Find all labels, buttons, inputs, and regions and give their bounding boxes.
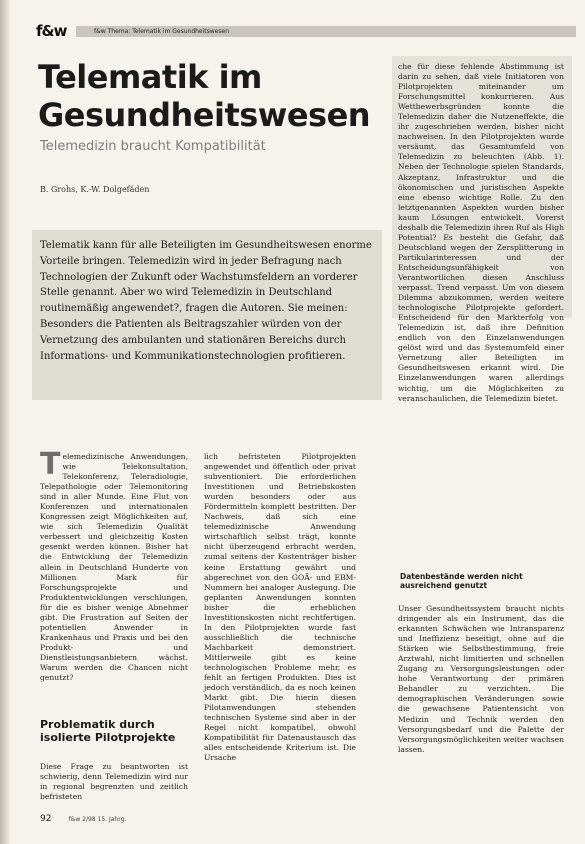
journal-title: f&w Thema: Telematik im Gesundheitswesen xyxy=(94,28,229,35)
body-column-left-b xyxy=(40,762,188,802)
body-text-left-b: Diese Frage zu beantworten ist schwierig, denn Telemedizin wird nur in regional begrenzten und zeitlich befristeten xyxy=(40,762,188,802)
journal-logo: f&w xyxy=(36,22,67,40)
body-text-right: che für diese fehlende Abstimmung ist darin zu sehen, daß viele Initiatoren von Pilotprojekten miteinander um Forschungsmittel konkurrieren. Aus Wettbewerbsgründen konnte die Telemedizin daher die Nutzeneffekte, die ihr zugeschrieben werden, bisher nicht nachweisen. In den Pilotprojekten wurde versäumt, das Gesamtumfeld von Telemedizin zu beleuchten (Abb. 1). Neben der Technologie spielen Standards, Akzeptanz, Infrastruktur und die ökonomischen und juristischen Aspekte eine ebenso wichtige Rolle. Zu den letztgenannten Aspekten wurden bisher kaum Lösungen entwickelt. Vorerst deshalb die Telemedizin ihren Ruf als High Potential? Es besteht die Gefahr, daß Deutschland wegen der Zersplitterung in Partikularinteressen und der Entscheidungsunfähigkeit von Verantwortlichen diesen Anschluss verpasst. Trend verpasst. Um von diesem Dilemma abzukommen, werden weitere technologische Pilotprojekte gefordert. Entscheidend für den Markterfolg von Telemedizin ist, daß ihre Definition endlich von den Einzelanwendungen gelöst wird und das Systemumfeld einer Vernetzung aller Beteiligten im Gesundheitswesen erkannt wird. Die Einzelanwendungen waren allerdings wichtig, um die Möglichkeiten zu veranschaulichen, die Telemedizin bietet. xyxy=(398,62,564,403)
body-column-middle xyxy=(204,452,356,763)
article-title: Telematik im Gesundheitswesen xyxy=(38,58,371,134)
drop-cap: T xyxy=(40,447,61,482)
body-column-right xyxy=(398,62,564,404)
subheading-datenbestaende: Datenbestände werden nicht ausreichend genutzt xyxy=(400,572,523,590)
page-number: 92 xyxy=(40,814,52,824)
lead-text: Telematik kann für alle Beteiligten im Gesundheitswesen enorme Vorteile bringen. Telemedizin wird in jeder Befragung nach Technologien der Zukunft oder Wachstumsfeldern an vorderer Stelle genannt. Aber wo wird Telemedizin in Deutschland routinemäßig angewendet?, fragen die Autoren. Sie meinen: Besonders die Patienten als Beitragszahler würden von der Vernetzung des ambulanten und stationären Bereichs durch Informations- und Kommunikationstechnologien profitieren. xyxy=(40,240,372,362)
body-text-left: elemedizinische Anwendungen, wie Telekonsultation, Telekonferenz, Teleradiologie, Telepathologie oder Telemonitoring sind in aller Munde. Eine Flut von Konferenzen und internationalen Kongressen zeigt Möglichkeiten auf, wie sich Telemedizin Qualität verbessert und gleichzeitig Kosten gesenkt werden können. Bisher hat die Entwicklung der Telemedizin allein in Deutschland Hunderte von Millionen Mark für Forschungsprojekte und Produktentwicklungen verschlungen, für die es bisher wenige Abnehmer gibt. Die Frustration auf Seiten der potentiellen Anwender in Krankenhaus und Praxis und bei den Produkt- und Dienstleistungsanbietern wächst. Warum werden die Chancen nicht genutzt? xyxy=(40,452,188,683)
body-text-right-b: Unser Gesundheitssystem braucht nichts dringender als ein Instrument, das die erkannten Schwächen wie Intransparenz und Ineffizienz beseitigt, ohne auf die Stärken wie Selbstbestimmung, freie Arztwahl, nicht limitierten und schnellen Zugang zu Versorgungsleistungen oder hohe Verantwortung der primären Behandler zu verzichten. Die demographischen Veränderungen sowie die gewachsene Patientensicht von Medizin und Technik werden den Versorgungsbedarf und die Palette der Versorgungsmöglichkeiten weiter wachsen lassen. xyxy=(398,604,564,754)
body-column-right-b xyxy=(398,604,564,755)
article-subtitle: Telemedizin braucht Kompatibilität xyxy=(40,139,266,154)
body-column-left xyxy=(40,447,188,683)
body-text-middle: lich befristeten Pilotprojekten angewendet und öffentlich oder privat subventioniert. Die erforderlichen Investitionen und Betriebskosten wurden besonders oder aus Fördermitteln komplett bestritten. Der Nachweis, daß sich eine telemedizinische Anwendung wirtschaftlich selbst trägt, konnte nicht überzeugend erbracht werden, zumal seitens der Kostenträger bisher keine Erstattung gewährt und abgerechnet von den GOÄ- und EBM-Nummern bei analoger Auslegung. Die geplanten Anwendungen konnten bisher die erheblichen Investitionskosten nicht rechtfertigen. In den Pilotprojekten wurde fast ausschließlich die technische Machbarkeit demonstriert. Mittlerweile gibt es keine technologischen Probleme mehr, es fehlt an fertigen Produkten. Dies ist jedoch verständlich, da es noch keinen Markt gibt. Die hierin diesen Pilotanwendungen stehenden technischen Systeme sind aber in der Regel nicht kompatibel, obwohl Kompatibilität für Datenaustausch das alles entscheidende Kriterium ist. Die Ursache xyxy=(204,452,356,763)
issue-info: f&w 2/98 15. Jahrg. xyxy=(68,816,127,823)
article-authors: B. Grohs, K.-W. Dolgefäden xyxy=(40,185,150,194)
page-footer xyxy=(40,806,126,825)
page-header xyxy=(36,22,576,40)
page-spine-shadow xyxy=(0,0,10,844)
subheading-pilotprojekte: Problematik durch isolierte Pilotprojekte xyxy=(40,718,176,744)
